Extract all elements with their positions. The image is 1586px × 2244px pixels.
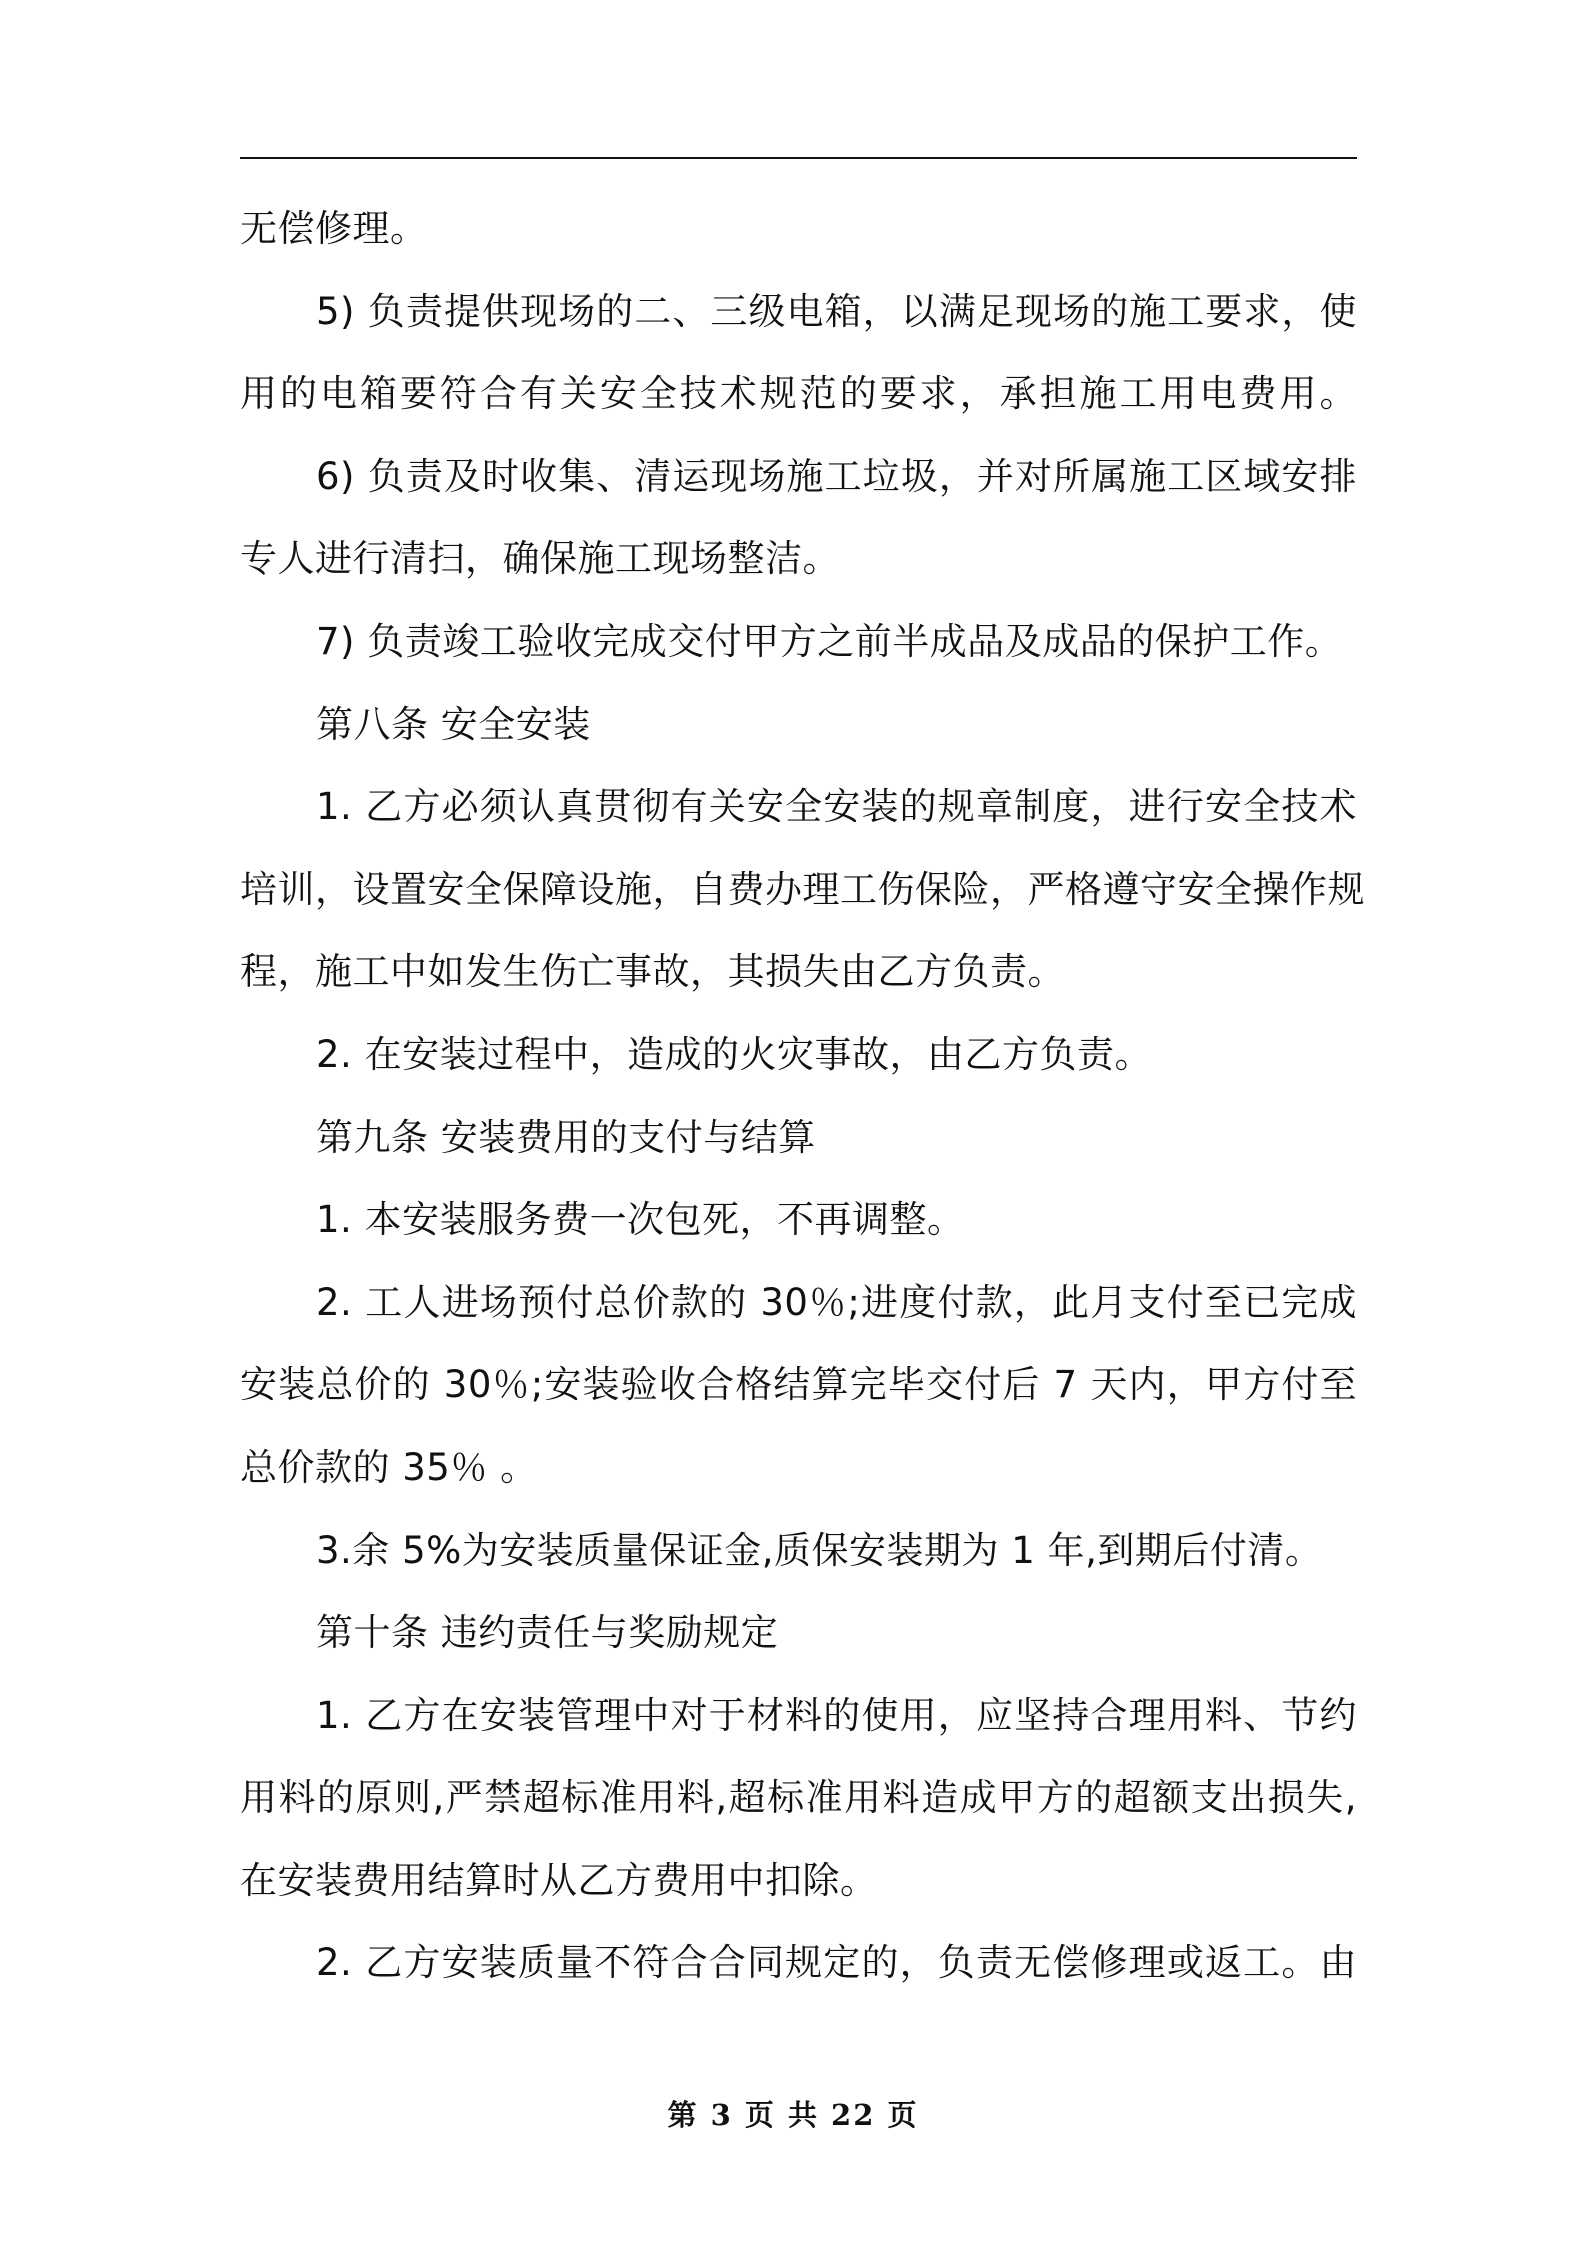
section-heading: 第十条 违约责任与奖励规定 (316, 1611, 779, 1655)
text-line: 用料的原则,严禁超标准用料,超标准用料造成甲方的超额支出损失, (240, 1776, 1357, 1820)
text-line: 程，施工中如发生伤亡事故，其损失由乙方负责。 (240, 950, 1065, 994)
page-number-footer: 第 3 页 共 22 页 (667, 2098, 919, 2132)
section-heading: 第九条 安装费用的支付与结算 (316, 1115, 816, 1159)
text-line: 在安装费用结算时从乙方费用中扣除。 (240, 1858, 878, 1902)
text-line: 2. 乙方安装质量不符合合同规定的，负责无偿修理或返工。由 (316, 1941, 1357, 1985)
text-line: 6) 负责及时收集、清运现场施工垃圾，并对所属施工区域安排 (316, 454, 1357, 498)
text-line: 安装总价的 30％;安装验收合格结算完毕交付后 7 天内，甲方付至 (240, 1363, 1357, 1407)
text-line: 5) 负责提供现场的二、三级电箱，以满足现场的施工要求，使 (316, 289, 1357, 333)
header-rule (240, 157, 1357, 159)
text-line: 7) 负责竣工验收完成交付甲方之前半成品及成品的保护工作。 (316, 619, 1343, 663)
text-line: 用的电箱要符合有关安全技术规范的要求，承担施工用电费用。 (240, 372, 1357, 416)
text-line: 2. 在安装过程中，造成的火灾事故，由乙方负责。 (316, 1032, 1153, 1076)
text-line: 2. 工人进场预付总价款的 30％;进度付款，此月支付至已完成 (316, 1280, 1357, 1324)
text-line: 总价款的 35％ 。 (240, 1445, 538, 1489)
text-line: 3.余 5%为安装质量保证金,质保安装期为 1 年,到期后付清。 (316, 1528, 1323, 1572)
section-heading: 第八条 安全安装 (316, 702, 591, 746)
document-body (240, 188, 1365, 2005)
text-line: 无偿修理。 (240, 207, 428, 250)
text-line: 1. 本安装服务费一次包死，不再调整。 (316, 1198, 965, 1242)
text-line: 培训，设置安全保障设施，自费办理工伤保险，严格遵守安全操作规 (240, 867, 1365, 911)
text-line: 专人进行清扫，确保施工现场整洁。 (240, 537, 840, 581)
text-line: 1. 乙方在安装管理中对于材料的使用，应坚持合理用料、节约 (316, 1693, 1357, 1737)
text-line: 1. 乙方必须认真贯彻有关安全安装的规章制度，进行安全技术 (316, 785, 1357, 829)
